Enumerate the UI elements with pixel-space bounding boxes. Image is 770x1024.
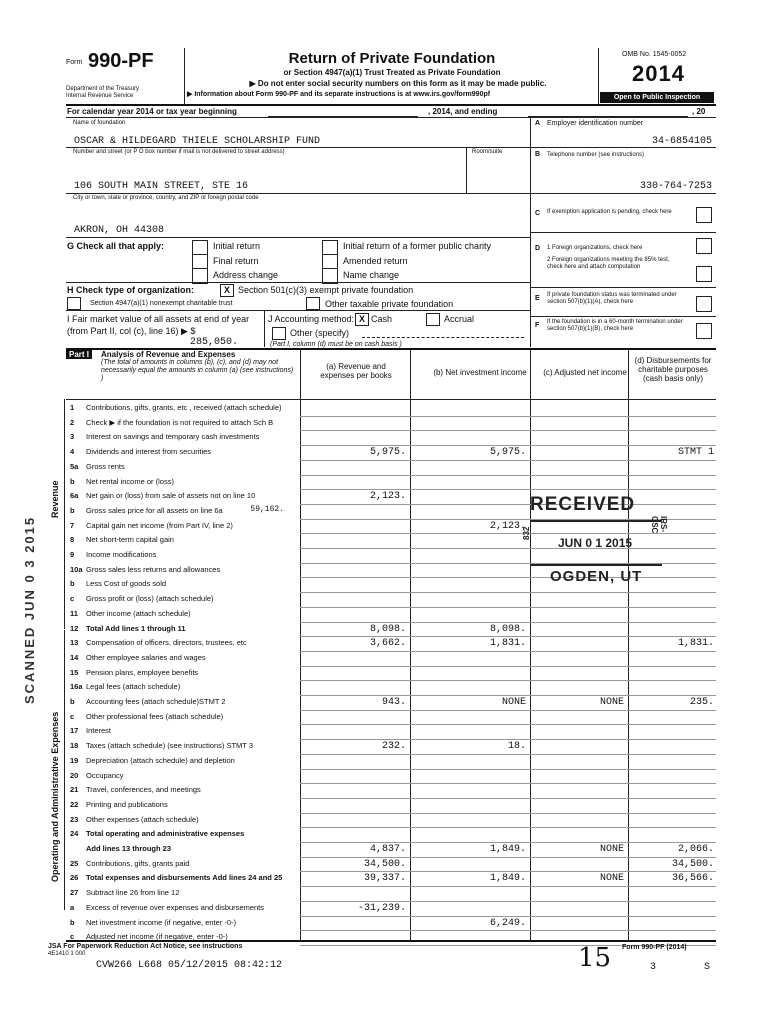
row-line-number: 23 [70,814,79,824]
row-label: Occupancy [86,770,124,780]
row-line-number: b [70,697,75,706]
box-c: C [535,210,541,217]
cell-col-b: 8,098. [489,623,526,635]
accrual-label: Accrual [444,314,475,324]
exemption-pending-label: If exemption application is pending, check here [547,209,672,215]
row-line-number: 13 [70,638,79,648]
foreign-org-checkbox[interactable] [696,238,712,254]
received-left-code: 832 [522,526,531,540]
phone-value: 330-764-7253 [639,181,712,192]
row-label: Less Cost of goods sold [86,579,167,589]
box-a: A [535,120,541,127]
foreign-85-checkbox[interactable] [696,266,712,282]
sixty-month-checkbox[interactable] [696,323,712,339]
fmv-value: 285,050. [189,337,238,348]
page-s: S [704,962,711,973]
cash-checkbox[interactable]: X [355,313,369,326]
accrual-checkbox[interactable] [426,313,440,326]
received-stamp [520,488,670,588]
row-label: Net investment income (if negative, enter -0-) [86,917,237,927]
row-line-number: 26 [70,873,79,883]
row-line-number: 15 [70,667,79,677]
row-label: Depreciation (attach schedule) and depletion [86,755,235,765]
cell-col-a: 4,837. [369,844,406,855]
h-type-label: H Check type of organization: [67,285,195,295]
cell-col-b: 1,849. [489,873,526,885]
initial-return-label: Initial return [213,241,261,251]
form-number: 990-PF [88,50,154,72]
cell-col-b: 1,831. [489,638,526,650]
col-c-header: (c) Adjusted net income [543,368,627,377]
initial-former-label: Initial return of a former public charity [343,241,492,251]
row-label: Accounting fees (attach schedule)STMT 2 [86,697,226,706]
and-ending-label: , 2014, and ending [428,107,498,116]
row-line-number: 6a [70,491,79,501]
row-line-number: c [70,932,75,942]
cell-col-c: NONE [599,873,624,885]
row-line-number: 14 [70,652,79,662]
cash-basis-note: (Part I, column (d) must be on cash basis ) [270,341,402,348]
cell-col-a: -31,239. [357,902,406,914]
received-date: JUN 0 1 2015 [558,536,633,550]
row-label: Excess of revenue over expenses and disbursements [86,902,265,912]
foundation-name: OSCAR & HILDEGARD THIELE SCHOLARSHIP FUND [74,136,321,147]
amended-return-label: Amended return [343,256,408,266]
cell-col-b: NONE [501,697,526,708]
col-a-header: (a) Revenue and expenses per books [320,362,392,380]
row-line-number: c [70,594,75,604]
irs-label: Internal Revenue Service [66,93,134,99]
row-line-number: 22 [70,799,79,809]
city-state-zip: AKRON, OH 44308 [74,225,165,236]
row-line-number: 24 [70,829,79,839]
row-label: Subtract line 26 from line 12 [86,888,180,898]
cell-col-a: 943. [381,697,406,708]
row-label: Other professional fees (attach schedule) [86,711,224,721]
received-text: RECEIVED [530,494,636,515]
row-label: Adjusted net income (if negative, enter -0-) [86,932,228,942]
row-line-number: 18 [70,741,79,751]
other-method-checkbox[interactable] [272,327,286,340]
cell-col-d: 2,066. [677,844,714,855]
row-label: Other income (attach schedule) [86,608,191,618]
notice-ssn: ▶ Do not enter social security numbers on this form as it may be made public. [249,79,547,88]
address-change-label: Address change [213,270,279,280]
status-terminated-label: If private foundation status was terminated under section 507(b)(1)(A), check here [547,292,677,305]
box-e: E [535,295,540,302]
row-line-number: a [70,902,75,912]
row-line-number: 17 [70,726,79,736]
cell-col-c: NONE [599,697,624,708]
omb-number: OMB No. 1545-0052 [622,51,687,58]
form-title: Return of Private Foundation [288,50,496,67]
cell-col-a: 3,662. [369,638,406,650]
other-method-label: Other (specify) [290,328,350,338]
form-prefix: Form [66,59,83,66]
expense-side-label: Operating and Administrative Expenses [50,711,60,882]
row-line-number: 19 [70,755,79,765]
foreign-org-label: 1 Foreign organizations, check here [547,245,643,251]
box-d: D [535,245,541,252]
other-taxable-checkbox[interactable] [306,297,320,310]
cell-col-d: 235. [689,697,714,708]
received-right-code: IRS-OSC [650,516,668,534]
open-public-badge: Open to Public Inspection [600,92,714,103]
cell-col-d: 1,831. [677,638,714,650]
paperwork-notice: JSA For Paperwork Reduction Act Notice, see instructions [48,943,243,950]
phone-label: Telephone number (see instructions) [547,152,645,158]
row-line-number: c [70,711,75,721]
part1-title: Analysis of Revenue and Expenses [101,350,236,359]
cell-col-a: 34,500. [363,858,406,870]
cell-col-c: NONE [599,844,624,855]
row-label: Add lines 13 through 23 [86,844,172,853]
final-return-label: Final return [213,256,259,266]
row-line-number: 5a [70,461,79,471]
row-line-number: 12 [70,623,79,633]
row-line-number: 8 [70,535,75,545]
cell-col-b: 2,123. [489,520,526,532]
row-line-number: 10a [70,564,83,574]
ending-20: , 20 [692,107,706,116]
cell-col-a: 39,337. [363,873,406,885]
cell-col-b: 1,849. [489,844,526,855]
row-label: Check ▶ if the foundation is not required to attach Sch B [86,417,274,427]
other-taxable-label: Other taxable private foundation [325,299,454,309]
fmv-label: I Fair market value of all assets at end of year (from Part II, col (c), line 16) ▶ $ [67,314,250,336]
jsa-code: 4E1410 1 000 [48,951,86,957]
row-label: Interest [86,726,112,736]
row-line-number: 1 [70,403,75,412]
handwritten-page: 15 [578,943,612,973]
cell-col-d: 36,566. [671,873,714,885]
row-line-number: b [70,917,75,927]
row-line-number: 9 [70,550,75,559]
exemption-pending-checkbox[interactable] [696,207,712,223]
cell-col-a: 2,123. [369,491,406,503]
row-line-number: 20 [70,770,79,780]
street-label: Number and street (or P O box number if mail is not delivered to street address) [73,149,285,155]
row-line-number: 2 [70,417,75,427]
row-line-number: 7 [70,520,75,530]
dept-label: Department of the Treasury [66,86,140,92]
row-line-number: 11 [70,608,78,618]
box-f: F [535,322,540,329]
row-label: Net gain or (loss) from sale of assets not on line 10 [86,491,256,501]
row-label: Contributions, gifts, grants paid [86,858,190,868]
part1-title-note: (The total of amounts in columns (b), (c), and (d) may not necessarily equal the amounts in column (a) (see instructions) ) [101,359,294,382]
row-line-number: b [70,476,75,486]
row-label: Printing and publications [86,799,168,809]
row-label: Gross sales price for all assets on line 6a [86,505,223,515]
row-label: Total expenses and disbursements Add lines 24 and 25 [86,873,283,883]
page-number: 3 [650,962,657,973]
cell-col-d: 34,500. [671,858,714,870]
row-label: Travel, conferences, and meetings [86,785,201,795]
ogden-text: OGDEN, UT [550,568,643,585]
revenue-side-label: Revenue [50,480,60,518]
row-label: Net rental income or (loss) [86,476,174,486]
batch-stamp: CVW266 L668 05/12/2015 08:42:12 [96,960,283,971]
col-b-header: (b) Net investment income [433,368,527,377]
sixty-month-label: If the foundation is in a 60-month termination under section 507(b)(1)(B), check here [547,319,683,332]
row-line-number: 4 [70,447,75,457]
row-label: Gross profit or (loss) (attach schedule) [86,594,214,604]
city-label: City or town, state or province, country, and ZIP or foreign postal code [73,195,259,201]
g-check-label: G Check all that apply: [67,241,165,251]
cell-col-a: 5,975. [369,447,406,459]
accounting-method-label: J Accounting method: [268,314,355,324]
box-b: B [535,151,541,158]
cell-col-b: 5,975. [489,447,526,459]
row-label: Interest on savings and temporary cash investments [86,432,260,442]
ein-label: Employer identification number [547,120,644,127]
line6b-amount: 59,162. [250,505,284,514]
row-label: Taxes (attach schedule) (see instructions) STMT 3 [86,741,254,751]
form-id-footer: Form 990-PF (2014) [622,944,687,951]
row-label: Compensation of officers, directors, trustees, etc [86,638,247,648]
row-line-number: b [70,579,75,589]
row-line-number: 25 [70,858,79,868]
row-label: Capital gain net income (from Part IV, line 2) [86,520,233,530]
row-label: Total Add lines 1 through 11 [86,623,186,633]
sec-4947-checkbox[interactable] [67,297,81,310]
status-terminated-checkbox[interactable] [696,296,712,312]
row-line-number: 3 [70,432,75,442]
row-label: Gross sales less returns and allowances [86,564,221,574]
street-address: 106 SOUTH MAIN STREET, STE 16 [74,181,249,192]
row-line-number: 21 [70,785,79,795]
row-line-number: 16a [70,682,83,692]
row-label: Dividends and interest from securities [86,447,212,457]
sec-4947-label: Section 4947(a)(1) nonexempt charitable trust [90,300,233,307]
col-d-header: (d) Disbursements for charitable purposes (cash basis only) [634,356,712,383]
room-label: Room/suite [472,149,503,155]
sec-501c3-checkbox[interactable]: X [220,284,234,297]
cell-col-a: 232. [381,741,406,753]
row-label: Legal fees (attach schedule) [86,682,181,692]
cell-col-b: 18. [507,741,526,753]
name-change-label: Name change [343,270,400,280]
row-label: Contributions, gifts, grants, etc , received (attach schedule) [86,403,282,412]
scanned-stamp: SCANNED JUN 0 3 2015 [22,515,37,704]
cell-col-d: STMT 1 [677,447,714,459]
tax-year: 2014 [632,61,685,86]
notice-info: ▶ Information about Form 990-PF and its separate instructions is at www.irs.gov/form990pf [187,91,491,98]
row-label: Pension plans, employee benefits [86,667,199,677]
name-label: Name of foundation [73,120,126,126]
row-line-number: b [70,505,75,515]
row-line-number: 27 [70,888,79,898]
cell-col-b: 6,249. [489,917,526,929]
form-subtitle: or Section 4947(a)(1) Trust Treated as Private Foundation [283,68,501,77]
foreign-85-label: 2 Foreign organizations meeting the 85% test, check here and attach computation [547,257,670,270]
cell-col-a: 8,098. [369,623,406,635]
row-label: Total operating and administrative expenses [86,829,245,839]
cash-label: Cash [371,314,393,324]
row-label: Net short-term capital gain [86,535,174,545]
row-label: Income modifications [86,550,157,559]
part1-badge: Part I [66,350,92,359]
row-label: Other employee salaries and wages [86,652,206,662]
sec-501c3-label: Section 501(c)(3) exempt private foundation [238,285,414,295]
ein-value: 34-6854105 [651,136,712,147]
row-label: Other expenses (attach schedule) [86,814,199,824]
calendar-year-label: For calendar year 2014 or tax year beginning [67,107,237,116]
row-label: Gross rents [86,461,125,471]
